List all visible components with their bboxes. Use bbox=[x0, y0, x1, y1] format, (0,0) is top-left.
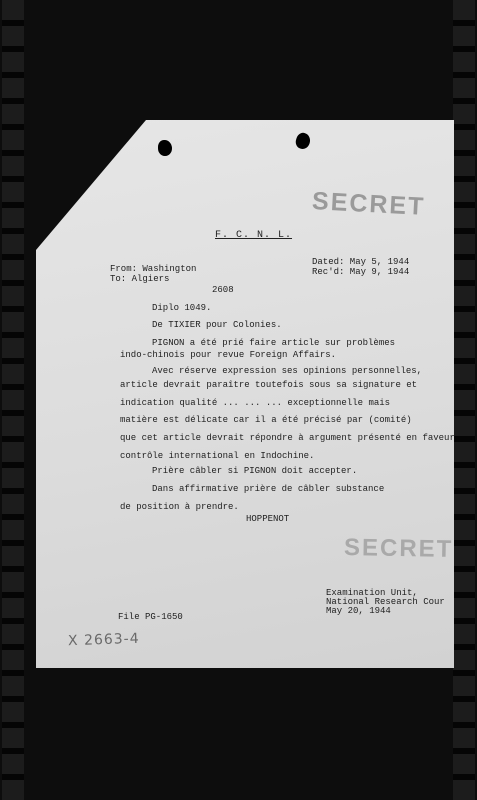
body-line: article devrait paraître toutefois sous sa signature et bbox=[120, 380, 418, 390]
dated-line: Dated: May 5, 1944 bbox=[312, 257, 410, 267]
message-number: 2608 bbox=[212, 285, 234, 295]
exam-unit-line: Examination Unit, bbox=[326, 588, 418, 598]
film-edge-right bbox=[453, 0, 475, 800]
body-line: que cet article devrait répondre à argument présenté en faveur bbox=[120, 433, 455, 443]
body-line: de position à prendre. bbox=[120, 502, 239, 512]
body-line: matière est délicate car il a été précisé par (comité) bbox=[120, 415, 412, 425]
diplo-reference: Diplo 1049. bbox=[152, 303, 212, 313]
secret-stamp-bottom: SECRET bbox=[343, 534, 454, 563]
body-line: De TIXIER pour Colonies. bbox=[152, 320, 282, 330]
secret-stamp-top: SECRET bbox=[311, 187, 427, 221]
signature: HOPPENOT bbox=[246, 514, 290, 524]
body-line: Prière câbler si PIGNON doit accepter. bbox=[152, 466, 358, 476]
body-line: indication qualité ... ... ... exceptionnelle mais bbox=[120, 398, 391, 408]
to-line: To: Algiers bbox=[110, 274, 170, 284]
file-reference: File PG-1650 bbox=[118, 612, 183, 622]
body-line: contrôle international en Indochine. bbox=[120, 451, 315, 461]
from-line: From: Washington bbox=[110, 264, 197, 274]
punch-hole-left bbox=[158, 140, 172, 156]
exam-unit-line: May 20, 1944 bbox=[326, 606, 391, 616]
body-line: PIGNON a été prié faire article sur problèmes bbox=[152, 338, 396, 348]
handwritten-note: X 2663-4 bbox=[67, 630, 140, 650]
received-line: Rec'd: May 9, 1944 bbox=[312, 267, 410, 277]
body-line: Dans affirmative prière de câbler substance bbox=[152, 484, 385, 494]
exam-unit-line: National Research Cour bbox=[326, 597, 445, 607]
body-line: indo-chinois pour revue Foreign Affairs. bbox=[120, 350, 337, 360]
film-edge-left bbox=[2, 0, 24, 800]
body-line: Avec réserve expression ses opinions personnelles, bbox=[152, 366, 423, 376]
document-header: F. C. N. L. bbox=[215, 230, 293, 241]
